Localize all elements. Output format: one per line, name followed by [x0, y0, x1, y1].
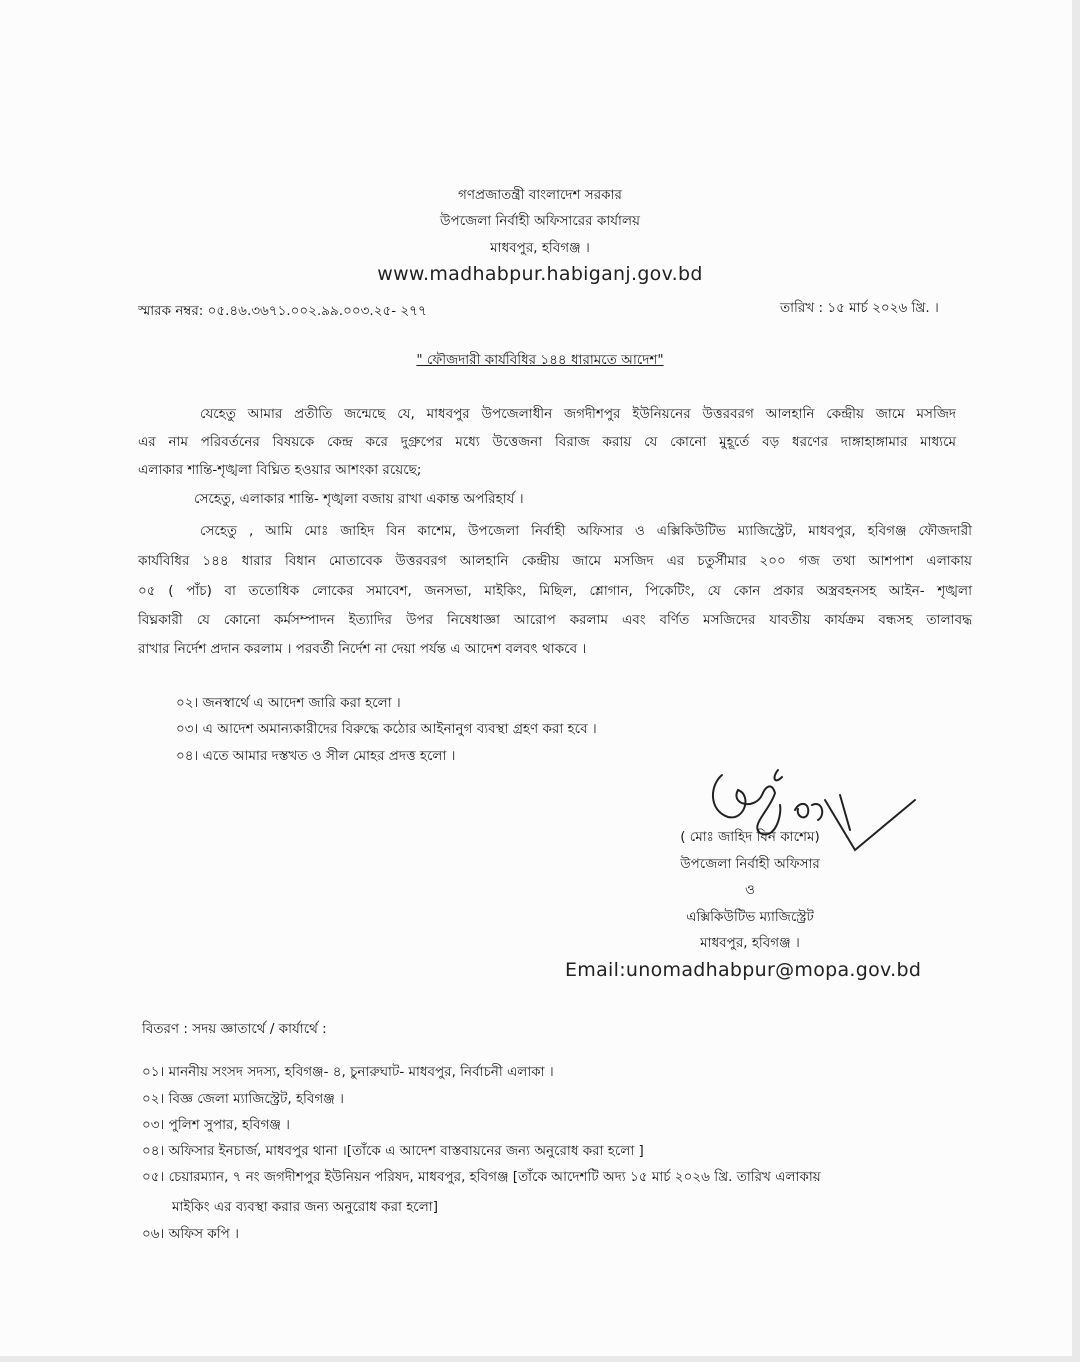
- point-item: ০৩। এ আদেশ অমান্যকারীদের বিরুদ্ধে কঠোর আইনানুগ ব্যবস্থা গ্রহণ করা হবে ।: [176, 721, 597, 737]
- signatory-name: ( মোঃ জাহিদ বিন কাশেম): [680, 829, 820, 845]
- point-item: ০৪। এতে আমার দস্তখত ও সীল মোহর প্রদত্ত হলো ।: [176, 748, 456, 764]
- para3-line: সেহেতু , আমি মোঃ জাহিদ বিন কাশেম, উপজেলা নির্বাহী অফিসার ও এক্সিকিউটিভ ম্যাজিস্ট্রেট, মাধবপুর, হবিগঞ্জ ফৌজদারী: [200, 523, 972, 539]
- para1-line: যেহেতু আমার প্রতীতি জন্মেছে যে, মাধবপুর উপজেলাধীন জগদীশপুর ইউনিয়নের উত্তরবরগ আলহানি কেন্দ্রীয় জামে মসজিদ: [200, 406, 956, 422]
- distribution-item: ০৪। অফিসার ইনচার্জ, মাধবপুর থানা ।[তাঁকে এ আদেশ বাস্তবায়নের জন্য অনুরোধ করা হলো ]: [142, 1143, 644, 1159]
- para3-line: ০৫ ( পাঁচ) বা ততোধিক লোকের সমাবেশ, জনসভা, মাইকিং, মিছিল, শ্লোগান, পিকেটিং, যে কোন প্রকার অস্ত্রবহনসহ আইন- শৃঙ্খলা: [138, 583, 972, 599]
- para3-line: কার্যবিধির ১৪৪ ধারার বিধান মোতাবেক উত্তরবরগ আলহানি কেন্দ্রীয় জামে মসজিদ এর চতুর্সীমার ২০০ গজ তথা আশপাশ এলাকায়: [138, 553, 972, 569]
- distribution-item: মাইকিং এর ব্যবস্থা করার জন্য অনুরোধ করা হলো]: [172, 1199, 438, 1215]
- para3-line: বিঘ্নকারী যে কোনো কর্মসম্পাদন ইত্যাদির উপর নিষেধাজ্ঞা আরোপ করলাম এবং বর্ণিত মসজিদের যাবতীয় কার্যক্রম বন্ধসহ তালাবদ্ধ: [138, 612, 972, 628]
- para2: সেহেতু, এলাকার শান্তি- শৃঙ্খলা বজায় রাখা একান্ত অপরিহার্য ।: [194, 491, 524, 507]
- signatory-designation: উপজেলা নির্বাহী অফিসার: [680, 856, 820, 872]
- distribution-item: ০২। বিজ্ঞ জেলা ম্যাজিস্ট্রেট, হবিগঞ্জ ।: [142, 1091, 344, 1107]
- signatory-email: Email:unomadhabpur@mopa.gov.bd: [565, 959, 922, 981]
- header-website: www.madhabpur.habiganj.gov.bd: [377, 263, 703, 285]
- point-item: ০২। জনস্বার্থে এ আদেশ জারি করা হলো ।: [176, 695, 401, 711]
- signatory-and: ও: [745, 882, 755, 898]
- memo-number: স্মারক নম্বর: ০৫.৪৬.৩৬৭১.০০২.৯৯.০০৩.২৫- ২৭৭: [138, 303, 427, 319]
- order-title: " ফৌজদারী কার্যবিধির ১৪৪ ধারামতে আদেশ": [416, 352, 664, 368]
- distribution-item: ০৬। অফিস কপি ।: [142, 1226, 239, 1242]
- para3-line: রাখার নির্দেশ প্রদান করলাম । পরবর্তী নির্দেশ না দেয়া পর্যন্ত এ আদেশ বলবৎ থাকবে ।: [138, 641, 587, 657]
- date: তারিখ : ১৫ মার্চ ২০২৬ খ্রি. ।: [780, 300, 939, 316]
- para1-line: এর নাম পরিবর্তনের বিষয়কে কেন্দ্র করে দুগ্রুপের মধ্যে উত্তেজনা বিরাজ করায় যে কোনো মুহূর্তে বড় ধরণের দাঙ্গাহাঙ্গামার মাধ্যমে: [138, 434, 956, 450]
- signatory-designation: এক্সিকিউটিভ ম্যাজিস্ট্রেট: [686, 909, 814, 925]
- para1-line: এলাকার শান্তি-শৃঙ্খলা বিঘ্নিত হওয়ার আশংকা রয়েছে;: [138, 462, 422, 478]
- distribution-item: ০৫। চেয়ারম্যান, ৭ নং জগদীশপুর ইউনিয়ন পরিষদ, মাধবপুর, হবিগঞ্জ [তাঁকে আদেশটি অদ্য ১৫ মার্চ ২০২৬ খ্রি. তারিখ এলাকায়: [142, 1169, 821, 1185]
- signatory-location: মাধবপুর, হবিগঞ্জ ।: [700, 935, 800, 951]
- distribution-item: ০৩। পুলিশ সুপার, হবিগঞ্জ ।: [142, 1117, 291, 1133]
- header-location: মাধবপুর, হবিগঞ্জ ।: [490, 240, 590, 256]
- header-office: উপজেলা নির্বাহী অফিসারের কার্যালয়: [440, 213, 640, 229]
- distribution-item: ০১। মাননীয় সংসদ সদস্য, হবিগঞ্জ- ৪, চুনারুঘাট- মাধবপুর, নির্বাচনী এলাকা ।: [142, 1064, 554, 1080]
- header-government: গণপ্রজাতন্ত্রী বাংলাদেশ সরকার: [458, 187, 622, 203]
- distribution-heading: বিতরণ : সদয় জ্ঞাতার্থে / কার্যার্থে :: [142, 1021, 327, 1037]
